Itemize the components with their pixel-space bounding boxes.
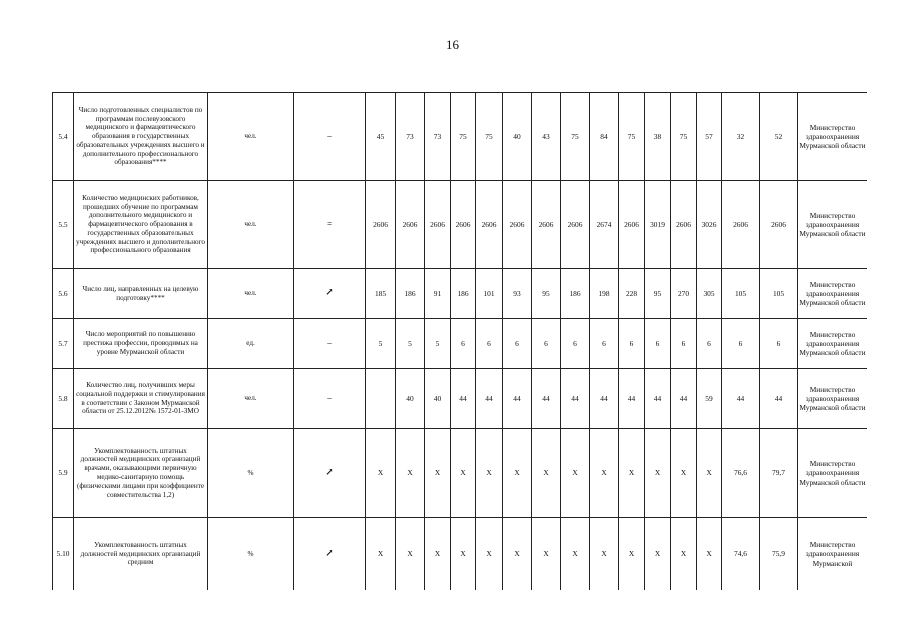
responsible-organization-cell: Министерство здравоохранения Мурманской области: [798, 319, 868, 369]
value-cell: X: [671, 518, 697, 591]
value-cell: 44: [503, 369, 532, 429]
value-cell: X: [561, 518, 590, 591]
value-cell: 6: [722, 319, 760, 369]
indicator-description-cell: Укомплектованность штатных должностей медицинских организаций средним: [74, 518, 208, 591]
value-cell: X: [619, 518, 645, 591]
value-cell: 6: [503, 319, 532, 369]
unit-cell: чел.: [208, 369, 294, 429]
value-cell: 44: [476, 369, 503, 429]
value-cell: 270: [671, 269, 697, 319]
value-cell: 105: [722, 269, 760, 319]
responsible-organization-cell: Министерство здравоохранения Мурманской области: [798, 269, 868, 319]
value-cell: X: [425, 518, 451, 591]
unit-cell: ед.: [208, 319, 294, 369]
row-number-cell: 5.6: [53, 269, 74, 319]
value-cell: X: [532, 429, 561, 518]
value-cell: 84: [590, 93, 619, 181]
value-cell: 44: [590, 369, 619, 429]
value-cell: X: [619, 429, 645, 518]
unit-cell: чел.: [208, 181, 294, 269]
value-cell: 75,9: [760, 518, 798, 591]
value-cell: 2606: [619, 181, 645, 269]
value-cell: X: [476, 518, 503, 591]
value-cell: 44: [619, 369, 645, 429]
row-number-cell: 5.4: [53, 93, 74, 181]
indicator-description-cell: Количество лиц, получивших меры социальной поддержки и стимулирования в соответствии с Законом Мурманской области от 25.12.2012№ 1572-01-ЗМО: [74, 369, 208, 429]
value-cell: X: [451, 429, 476, 518]
value-cell: X: [503, 518, 532, 591]
value-cell: X: [697, 429, 722, 518]
value-cell: 6: [561, 319, 590, 369]
value-cell: 2606: [476, 181, 503, 269]
value-cell: X: [590, 429, 619, 518]
row-number-cell: 5.9: [53, 429, 74, 518]
indicator-description-cell: Число лиц, направленных на целевую подготовку****: [74, 269, 208, 319]
value-cell: 44: [671, 369, 697, 429]
value-cell: 2606: [532, 181, 561, 269]
value-cell: 2606: [722, 181, 760, 269]
value-cell: 75: [451, 93, 476, 181]
value-cell: 6: [697, 319, 722, 369]
responsible-organization-cell: Министерство здравоохранения Мурманской области: [798, 181, 868, 269]
value-cell: X: [590, 518, 619, 591]
value-cell: 95: [645, 269, 671, 319]
value-cell: 185: [366, 269, 396, 319]
table-row: [53, 93, 868, 181]
value-cell: X: [697, 518, 722, 591]
unit-cell: чел.: [208, 93, 294, 181]
value-cell: X: [645, 429, 671, 518]
value-cell: 76,6: [722, 429, 760, 518]
unit-cell: чел.: [208, 269, 294, 319]
row-number-cell: 5.7: [53, 319, 74, 369]
value-cell: 79,7: [760, 429, 798, 518]
value-cell: X: [366, 518, 396, 591]
value-cell: 3019: [645, 181, 671, 269]
indicator-description-cell: Число подготовленных специалистов по программам послевузовского медицинского и фармацевтического образования в государственных образовательных учреждениях высшего и дополнительного профессионального образования****: [74, 93, 208, 181]
value-cell: 5: [396, 319, 425, 369]
indicator-table: [52, 92, 867, 590]
value-cell: 2606: [503, 181, 532, 269]
indicator-description-cell: Количество медицинских работников, прошедших обучение по программам дополнительного медицинского и фармацевтического образования в государственных образовательных учреждениях высшего и дополнительного профессионального образования: [74, 181, 208, 269]
table-row: [53, 369, 868, 429]
value-cell: 44: [645, 369, 671, 429]
value-cell: 91: [425, 269, 451, 319]
value-cell: 6: [532, 319, 561, 369]
value-cell: 2606: [760, 181, 798, 269]
value-cell: 44: [561, 369, 590, 429]
indicator-description-cell: Число мероприятий по повышению престижа профессии, проводимых на уровне Мурманской области: [74, 319, 208, 369]
row-number-cell: 5.5: [53, 181, 74, 269]
value-cell: 6: [451, 319, 476, 369]
value-cell: 44: [760, 369, 798, 429]
unit-cell: %: [208, 429, 294, 518]
value-cell: 40: [396, 369, 425, 429]
table-row: [53, 518, 868, 591]
value-cell: 40: [425, 369, 451, 429]
value-cell: 45: [366, 93, 396, 181]
value-cell: X: [671, 429, 697, 518]
value-cell: 38: [645, 93, 671, 181]
value-cell: 44: [451, 369, 476, 429]
value-cell: 101: [476, 269, 503, 319]
table-row: [53, 319, 868, 369]
value-cell: X: [645, 518, 671, 591]
value-cell: 75: [476, 93, 503, 181]
value-cell: 6: [671, 319, 697, 369]
value-cell: X: [396, 429, 425, 518]
value-cell: X: [451, 518, 476, 591]
indicator-description-cell: Укомплектованность штатных должностей медицинских организаций врачами, оказывающими первичную медико-санитарную помощь (физическими лицами при коэффициенте совместительства 1,2): [74, 429, 208, 518]
value-cell: 105: [760, 269, 798, 319]
value-cell: 44: [722, 369, 760, 429]
value-cell: 59: [697, 369, 722, 429]
page-number: 16: [446, 37, 459, 52]
value-cell: [366, 369, 396, 429]
value-cell: 6: [476, 319, 503, 369]
value-cell: 2606: [451, 181, 476, 269]
value-cell: 2606: [561, 181, 590, 269]
value-cell: 57: [697, 93, 722, 181]
trend-cell: ↗: [294, 269, 366, 319]
responsible-organization-cell: Министерство здравоохранения Мурманской области: [798, 369, 868, 429]
value-cell: 186: [561, 269, 590, 319]
value-cell: 73: [425, 93, 451, 181]
table-row: [53, 269, 868, 319]
value-cell: X: [476, 429, 503, 518]
trend-cell: =: [294, 181, 366, 269]
value-cell: 2606: [425, 181, 451, 269]
value-cell: 5: [366, 319, 396, 369]
responsible-organization-cell: Министерство здравоохранения Мурманской области: [798, 429, 868, 518]
value-cell: 44: [532, 369, 561, 429]
value-cell: X: [425, 429, 451, 518]
value-cell: 75: [671, 93, 697, 181]
value-cell: 52: [760, 93, 798, 181]
value-cell: 3026: [697, 181, 722, 269]
value-cell: 95: [532, 269, 561, 319]
trend-cell: –: [294, 93, 366, 181]
value-cell: 198: [590, 269, 619, 319]
value-cell: 43: [532, 93, 561, 181]
value-cell: 75: [619, 93, 645, 181]
trend-cell: –: [294, 319, 366, 369]
value-cell: 93: [503, 269, 532, 319]
value-cell: X: [396, 518, 425, 591]
value-cell: X: [561, 429, 590, 518]
value-cell: X: [503, 429, 532, 518]
value-cell: 73: [396, 93, 425, 181]
trend-cell: ↗: [294, 429, 366, 518]
responsible-organization-cell: Министерство здравоохранения Мурманской области: [798, 93, 868, 181]
value-cell: 2606: [366, 181, 396, 269]
indicator-table-wrapper: [52, 92, 867, 590]
value-cell: 2674: [590, 181, 619, 269]
value-cell: 186: [396, 269, 425, 319]
trend-cell: ↗: [294, 518, 366, 591]
row-number-cell: 5.10: [53, 518, 74, 591]
value-cell: 6: [619, 319, 645, 369]
value-cell: 6: [590, 319, 619, 369]
responsible-organization-cell: Министерство здравоохранения Мурманской: [798, 518, 868, 591]
value-cell: X: [366, 429, 396, 518]
value-cell: 6: [645, 319, 671, 369]
value-cell: 74,6: [722, 518, 760, 591]
value-cell: 2606: [396, 181, 425, 269]
table-row: [53, 181, 868, 269]
table-row: [53, 429, 868, 518]
value-cell: 6: [760, 319, 798, 369]
value-cell: 40: [503, 93, 532, 181]
value-cell: 2606: [671, 181, 697, 269]
value-cell: 32: [722, 93, 760, 181]
trend-cell: –: [294, 369, 366, 429]
value-cell: 228: [619, 269, 645, 319]
value-cell: X: [532, 518, 561, 591]
unit-cell: %: [208, 518, 294, 591]
value-cell: 5: [425, 319, 451, 369]
value-cell: 305: [697, 269, 722, 319]
value-cell: 75: [561, 93, 590, 181]
value-cell: 186: [451, 269, 476, 319]
row-number-cell: 5.8: [53, 369, 74, 429]
